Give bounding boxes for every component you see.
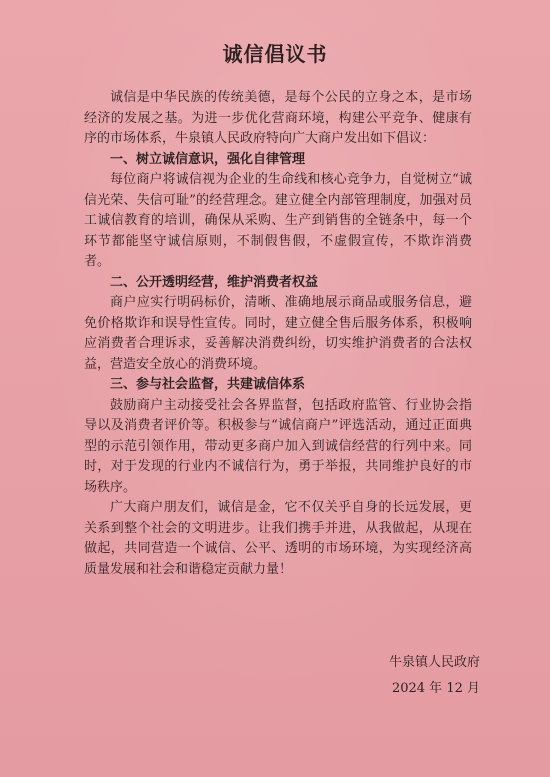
document-title: 诚信倡议书 xyxy=(222,42,328,66)
document-body xyxy=(84,88,472,580)
section-body-1: 每位商户将诚信视为企业的生命线和核心竞争力，自觉树立“诚信光荣、失信可耻”的经营理念。建立健全内部管理制度，加强对员工诚信教育的培训，确保从采购、生产到销售的全链条中，每一个环节都能坚守诚信原则，不制假售假，不虚假宣传，不欺诈消费者。 xyxy=(84,172,472,269)
section-heading-1: 一、树立诚信意识，强化自律管理 xyxy=(110,151,306,167)
issue-date: 2024 年 12 月 xyxy=(391,681,480,696)
closing-paragraph: 广大商户朋友们，诚信是金，它不仅关乎自身的长远发展，更关系到整个社会的文明进步。让我们携手并进，从我做起，从现在做起，共同营造一个诚信、公平、透明的市场环境，为实现经济高质量发展和社会和谐稳定贡献力量！ xyxy=(84,500,472,577)
signature-block xyxy=(389,650,480,702)
section-body-2: 商户应实行明码标价，清晰、准确地展示商品或服务信息，避免价格欺诈和误导性宣传。同时，建立健全售后服务体系，积极响应消费者合理诉求，妥善解决消费纠纷，切实维护消费者的合法权益，营造安全放心的消费环境。 xyxy=(84,295,472,372)
issuer-name: 牛泉镇人民政府 xyxy=(388,655,480,670)
section-heading-2: 二、公开透明经营，维护消费者权益 xyxy=(110,274,319,290)
section-body-3: 鼓励商户主动接受社会各界监督，包括政府监管、行业协会指导以及消费者评价等。积极参与“诚信商户”评选活动，通过正面典型的示范引领作用，带动更多商户加入到诚信经营的行列中来。同时，对于发现的行业内不诚信行为，勇于举报，共同维护良好的市场秩序。 xyxy=(84,397,472,495)
section-heading-3: 三、参与社会监督，共建诚信体系 xyxy=(110,377,306,392)
intro-paragraph: 诚信是中华民族的传统美德，是每个公民的立身之本，是市场经济的发展之基。为进一步优化营商环境，构建公平竞争、健康有序的市场体系，牛泉镇人民政府特向广大商户发出如下倡议： xyxy=(84,90,472,146)
